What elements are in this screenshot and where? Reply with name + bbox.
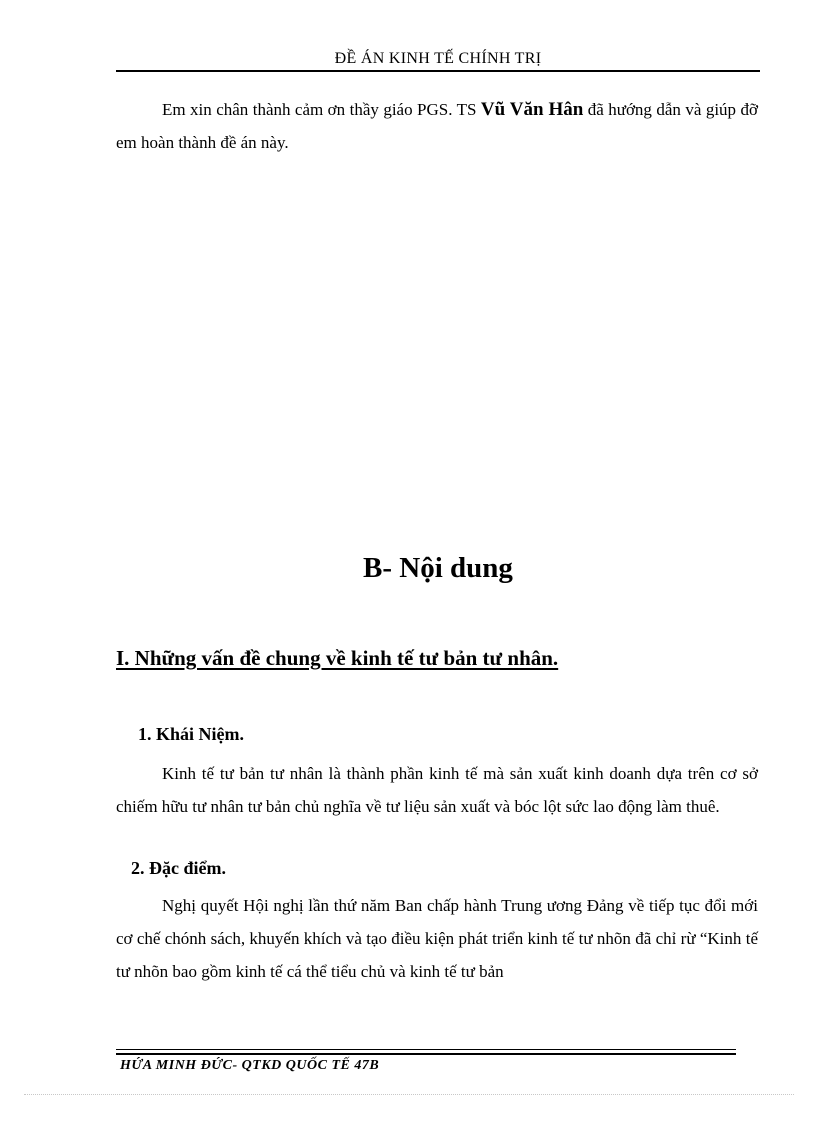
footer-text: HỨA MINH ĐỨC- QTKD QUỐC TẾ 47B [120, 1058, 380, 1073]
header-rule [116, 70, 760, 72]
footer-rule-thick [116, 1053, 736, 1055]
page-edge [24, 1094, 794, 1095]
advisor-name: Vũ Văn Hân [480, 99, 584, 120]
subsection-heading-2: 2. Đặc điểm. [131, 858, 226, 878]
subsection-heading-1: 1. Khái Niệm. [138, 724, 244, 744]
ack-lead: Em xin chân thành cảm ơn thầy giáo PGS. TS [162, 100, 481, 119]
footer-rule-thin [116, 1049, 736, 1050]
acknowledgement-paragraph [116, 93, 758, 159]
header-title: ĐỀ ÁN KINH TẾ CHÍNH TRỊ [334, 50, 542, 67]
chapter-heading: I. Những vấn đề chung về kinh tế tư bản tư nhân. [116, 646, 559, 670]
subsection-text-1: Kinh tế tư bản tư nhân là thành phần kinh tế mà sản xuất kinh doanh dựa trên cơ sở chiếm hữu tư nhân tư bản chủ nghĩa về tư liệu sản xuất và bóc lột sức lao động làm thuê. [116, 764, 758, 816]
subsection-paragraph-1 [116, 757, 758, 823]
section-title: B- Nội dung [363, 552, 513, 584]
subsection-text-2: Nghị quyết Hội nghị lần thứ năm Ban chấp hành Trung ương Đảng về tiếp tục đổi mới cơ chế chónh sách, khuyến khích và tạo điều kiện phát triển kinh tế tư nhõn đã chỉ rừ “Kinh tế tư nhõn bao gồm kinh tế cá thể tiểu chủ và kinh tế tư bản [116, 896, 758, 981]
ack-rest: đã hướng dẫn và giúp đỡ em hoàn thành đề án này. [116, 100, 758, 152]
subsection-paragraph-2 [116, 889, 758, 988]
